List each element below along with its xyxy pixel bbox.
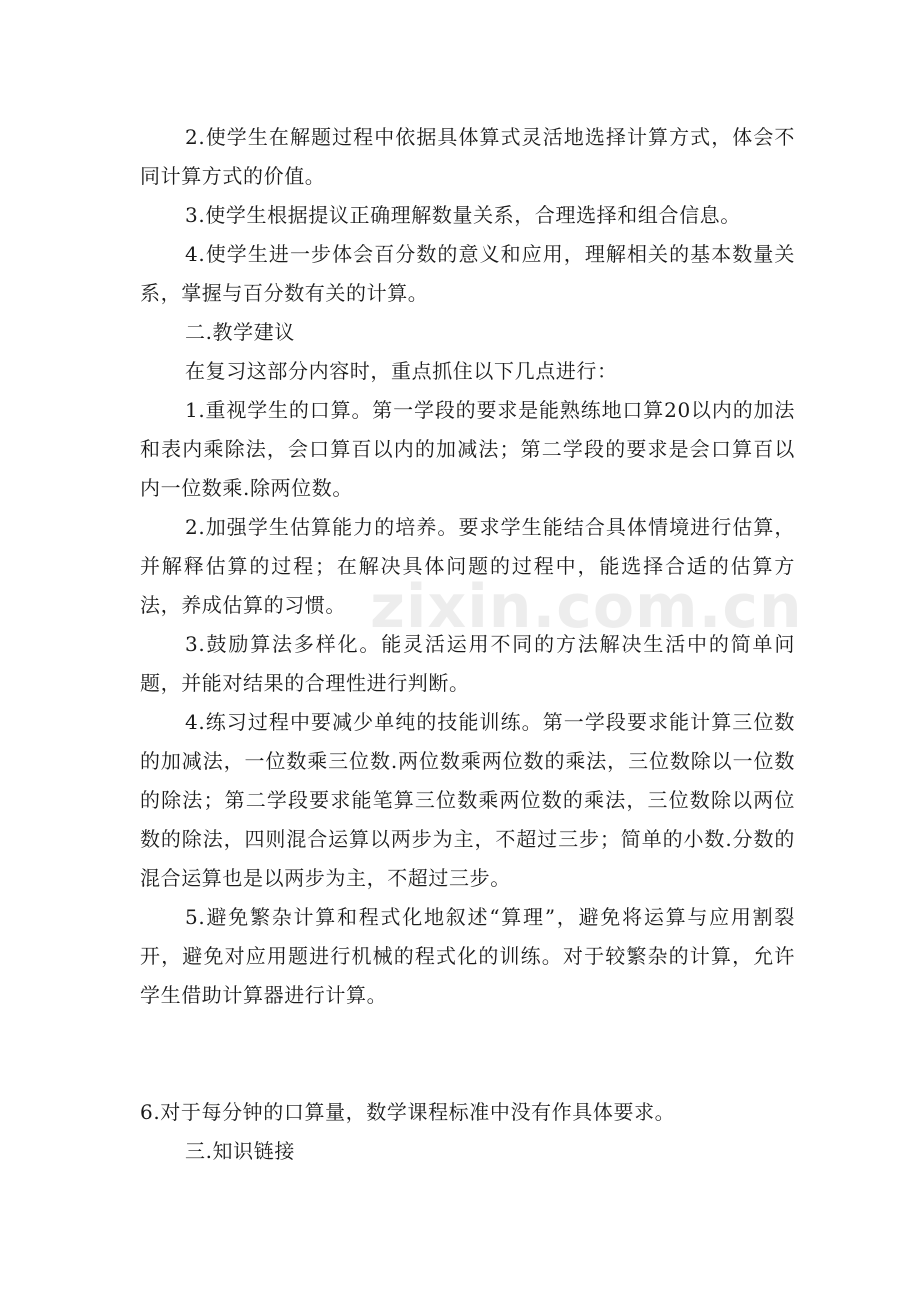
paragraph-intro: 在复习这部分内容时，重点抓住以下几点进行： [185,359,618,383]
paragraph-objective-4: 4.使学生进一步体会百分数的意义和应用，理解相关的基本数量关系，掌握与百分数有关的计算。 [140,242,795,305]
section-heading-teaching-suggestions: 二.教学建议 [185,320,295,344]
paragraph-suggestion-1: 1.重视学生的口算。第一学段的要求是能熟练地口算20以内的加法和表内乘除法，会口算百以内的加减法；第二学段的要求是会口算百以内一位数乘.除两位数。 [140,398,795,500]
paragraph-suggestion-2: 2.加强学生估算能力的培养。要求学生能结合具体情境进行估算，并解释估算的过程；在解决具体问题的过程中，能选择合适的估算方法，养成估算的习惯。 [140,515,795,617]
paragraph-suggestion-5: 5.避免繁杂计算和程式化地叙述“算理”，避免将运算与应用割裂开，避免对应用题进行机械的程式化的训练。对于较繁杂的计算，允许学生借助计算器进行计算。 [140,905,795,1007]
paragraph-objective-2: 2.使学生在解题过程中依据具体算式灵活地选择计算方式，体会不同计算方式的价值。 [140,125,795,188]
paragraph-suggestion-3: 3.鼓励算法多样化。能灵活运用不同的方法解决生活中的简单问题，并能对结果的合理性进行判断。 [140,632,795,695]
paragraph-suggestion-6: 6.对于每分钟的口算量，数学课程标准中没有作具体要求。 [140,1100,676,1124]
document-body [140,118,795,1171]
paragraph-objective-3: 3.使学生根据提议正确理解数量关系，合理选择和组合信息。 [185,203,741,227]
paragraph-suggestion-4: 4.练习过程中要减少单纯的技能训练。第一学段要求能计算三位数的加减法，一位数乘三位数.两位数乘两位数的乘法，三位数除以一位数的除法；第二学段要求能笔算三位数乘两位数的乘法，三位数除以两位数的除法，四则混合运算以两步为主，不超过三步；简单的小数.分数的混合运算也是以两步为主，不超过三步。 [140,710,795,890]
paragraph-spacer [140,1015,795,1093]
watermark-text: zixin.com.cn [370,572,803,642]
section-heading-knowledge-links: 三.知识链接 [185,1139,295,1163]
